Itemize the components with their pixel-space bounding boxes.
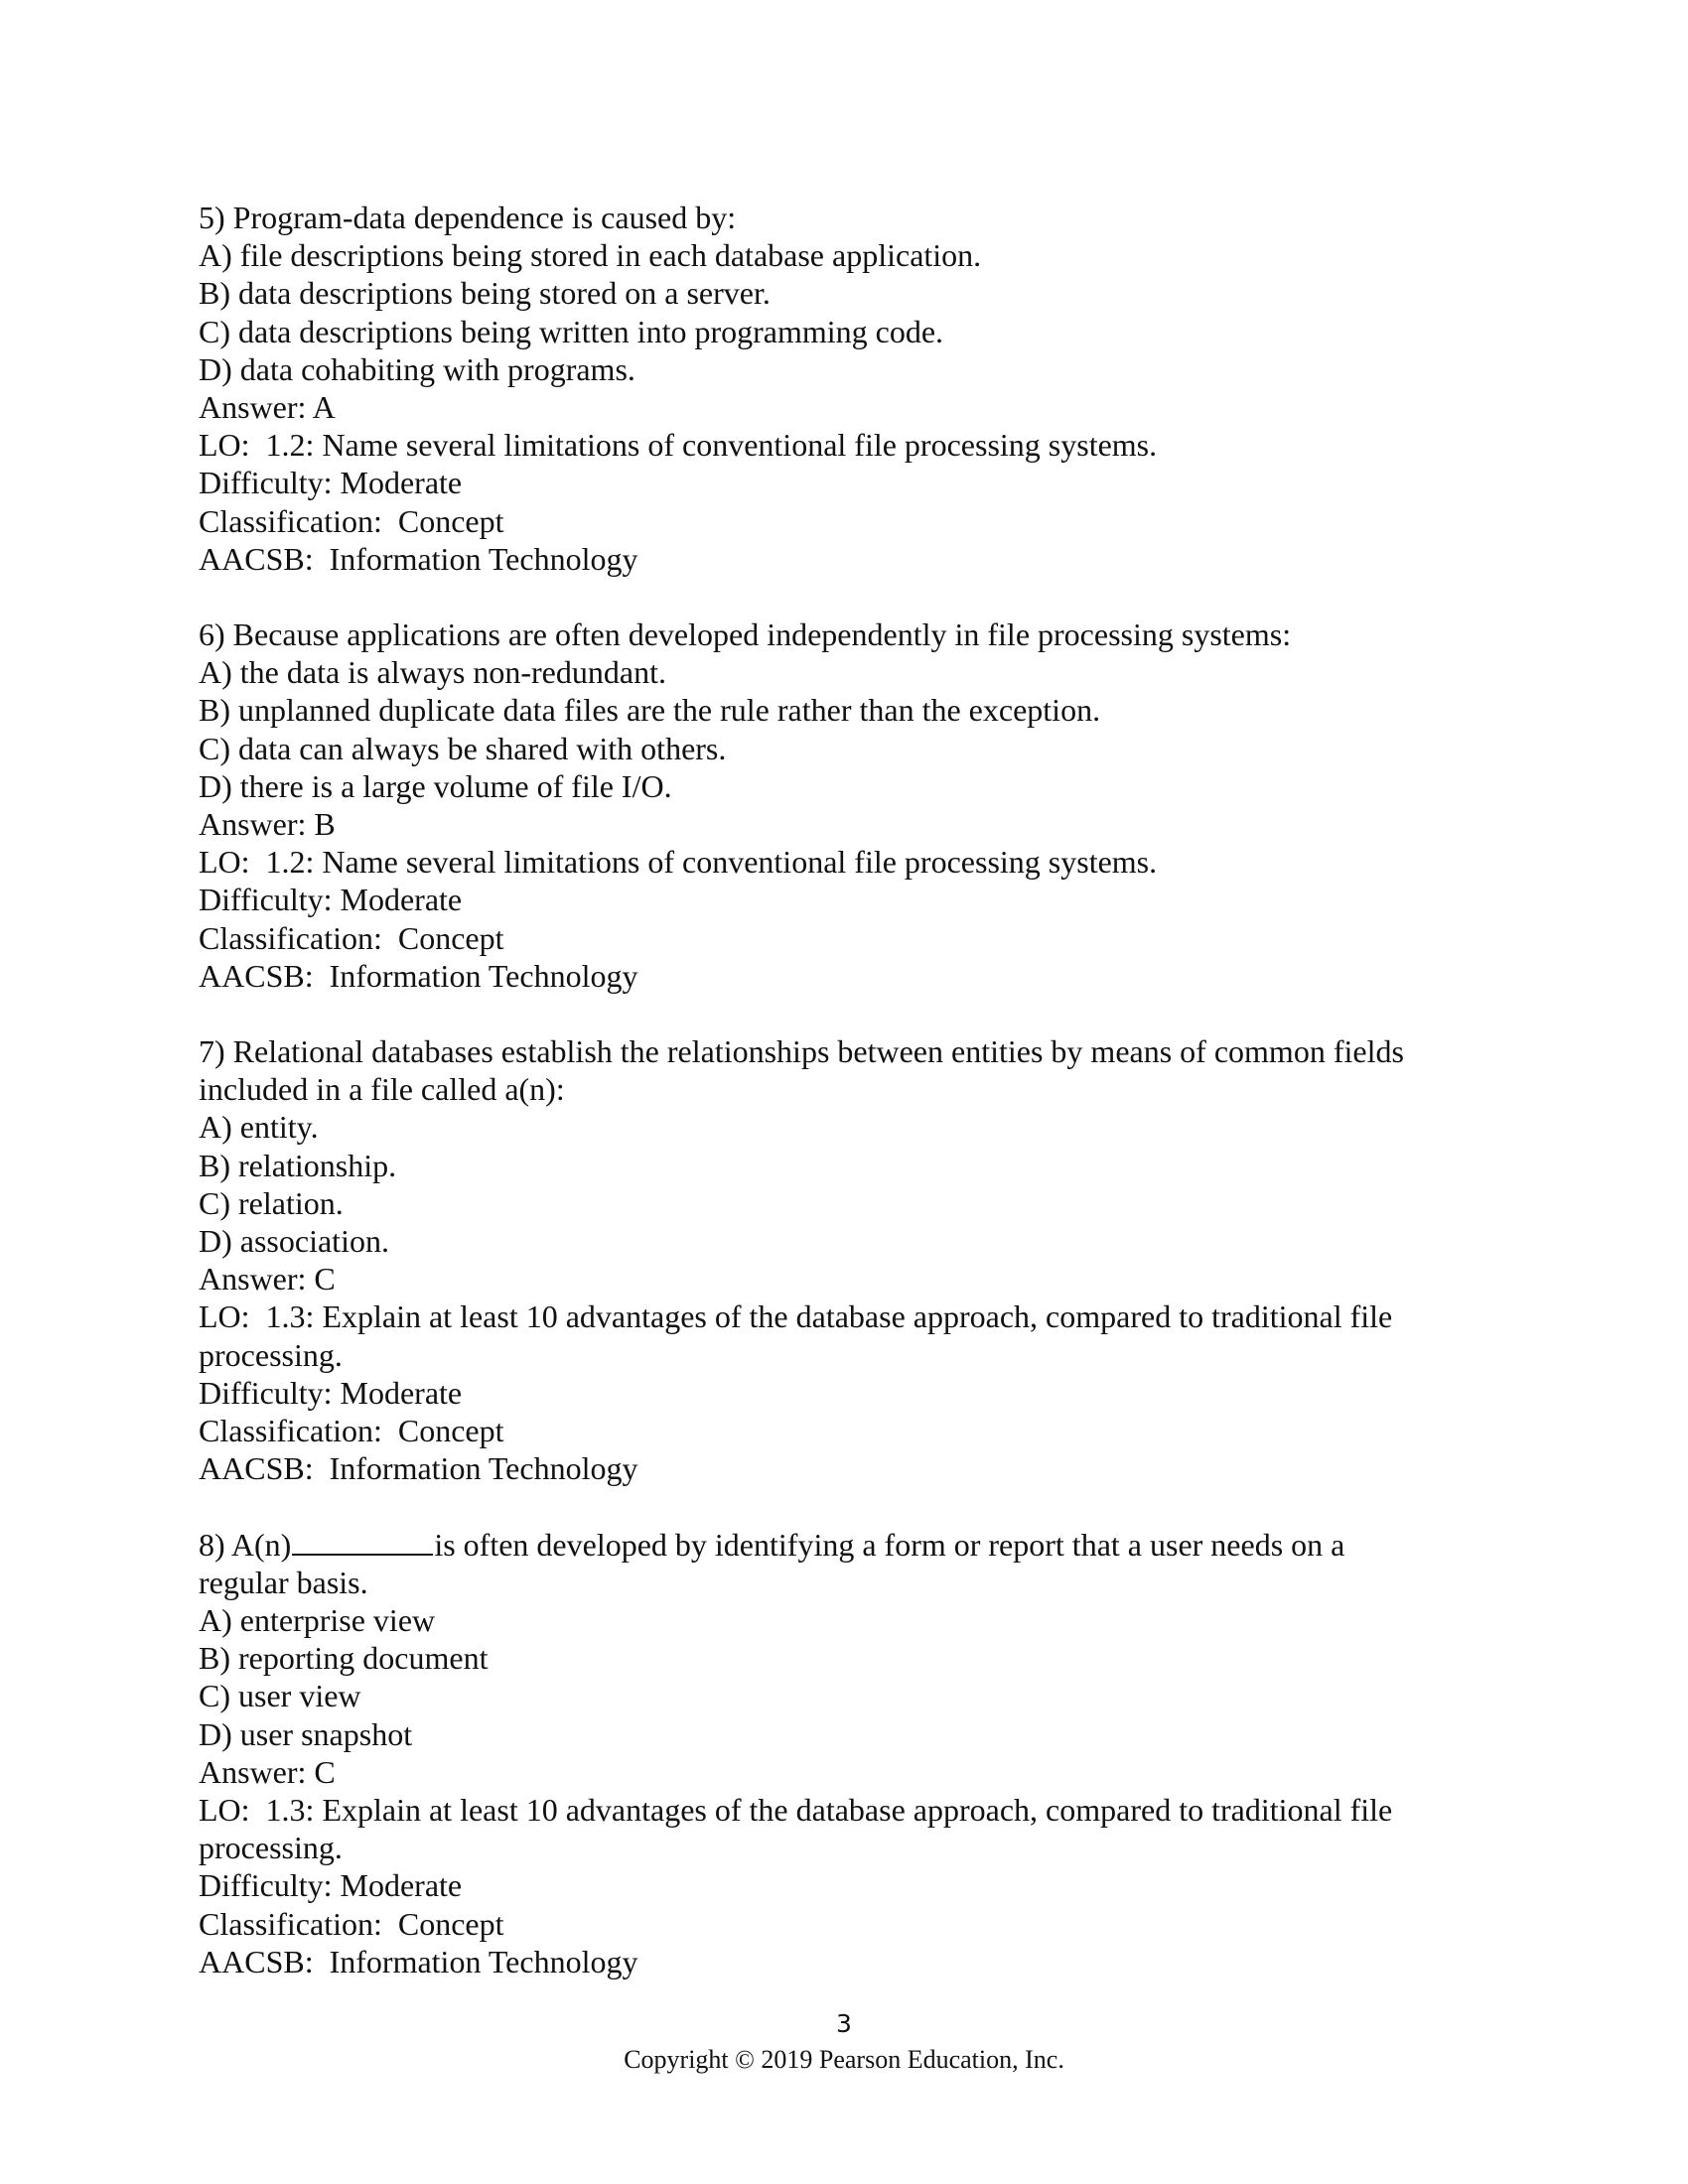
option-c: C) data descriptions being written into programming code. — [199, 313, 944, 349]
difficulty: Difficulty: Moderate — [199, 1867, 463, 1904]
aacsb: AACSB: Information Technology — [199, 1943, 638, 1979]
learning-objective: LO: 1.3: Explain at least 10 advantages of the database approach, compared to traditional file — [199, 1791, 1393, 1828]
question-stem-continued: included in a file called a(n): — [199, 1071, 565, 1108]
question-8 — [199, 1526, 1489, 1980]
option-a: A) enterprise view — [199, 1601, 436, 1638]
classification: Classification: Concept — [199, 1905, 504, 1942]
question-stem-suffix: is often developed by identifying a form or report that a user needs on a — [434, 1526, 1345, 1563]
learning-objective-continued: processing. — [199, 1830, 343, 1866]
page-number: 3 — [836, 2009, 852, 2038]
learning-objective: LO: 1.2: Name several limitations of conventional file processing systems. — [199, 844, 1158, 881]
classification: Classification: Concept — [199, 502, 504, 539]
option-c: C) relation. — [199, 1184, 344, 1221]
learning-objective-continued: processing. — [199, 1336, 343, 1373]
question-stem-prefix: 8) A(n) — [199, 1526, 292, 1563]
question-stem: 6) Because applications are often developed independently in file processing systems: — [199, 616, 1292, 653]
option-a: A) the data is always non-redundant. — [199, 654, 666, 691]
aacsb: AACSB: Information Technology — [199, 957, 638, 994]
question-5 — [199, 199, 1489, 578]
option-b: B) unplanned duplicate data files are the rule rather than the exception. — [199, 692, 1101, 729]
fill-in-blank — [292, 1553, 433, 1556]
learning-objective: LO: 1.2: Name several limitations of conventional file processing systems. — [199, 427, 1158, 464]
option-d: D) there is a large volume of file I/O. — [199, 767, 672, 804]
option-a: A) entity. — [199, 1109, 319, 1146]
learning-objective: LO: 1.3: Explain at least 10 advantages of the database approach, compared to traditional file — [199, 1298, 1393, 1335]
option-b: B) data descriptions being stored on a server. — [199, 275, 771, 312]
option-c: C) user view — [199, 1678, 361, 1714]
aacsb: AACSB: Information Technology — [199, 540, 638, 577]
question-stem: 5) Program-data dependence is caused by: — [199, 200, 737, 235]
question-6 — [199, 615, 1489, 995]
option-d: D) user snapshot — [199, 1715, 413, 1752]
option-d: D) data cohabiting with programs. — [199, 350, 635, 387]
aacsb: AACSB: Information Technology — [199, 1450, 638, 1487]
classification: Classification: Concept — [199, 919, 504, 956]
document-page — [199, 199, 1489, 2018]
question-stem — [199, 1526, 1489, 1564]
answer: Answer: C — [199, 1753, 336, 1790]
option-b: B) reporting document — [199, 1640, 489, 1677]
answer: Answer: C — [199, 1261, 336, 1297]
answer: Answer: B — [199, 806, 336, 843]
classification: Classification: Concept — [199, 1413, 504, 1449]
option-a: A) file descriptions being stored in each database application. — [199, 237, 982, 274]
answer: Answer: A — [199, 389, 336, 426]
option-d: D) association. — [199, 1223, 389, 1260]
difficulty: Difficulty: Moderate — [199, 1374, 463, 1411]
option-c: C) data can always be shared with others. — [199, 730, 727, 766]
question-stem: 7) Relational databases establish the relationships between entities by means of common fields — [199, 1033, 1404, 1070]
difficulty: Difficulty: Moderate — [199, 465, 463, 501]
difficulty: Difficulty: Moderate — [199, 882, 463, 918]
question-stem-continued: regular basis. — [199, 1564, 368, 1600]
copyright-notice: Copyright © 2019 Pearson Education, Inc. — [624, 2045, 1064, 2074]
question-7 — [199, 1032, 1489, 1487]
option-b: B) relationship. — [199, 1147, 397, 1183]
